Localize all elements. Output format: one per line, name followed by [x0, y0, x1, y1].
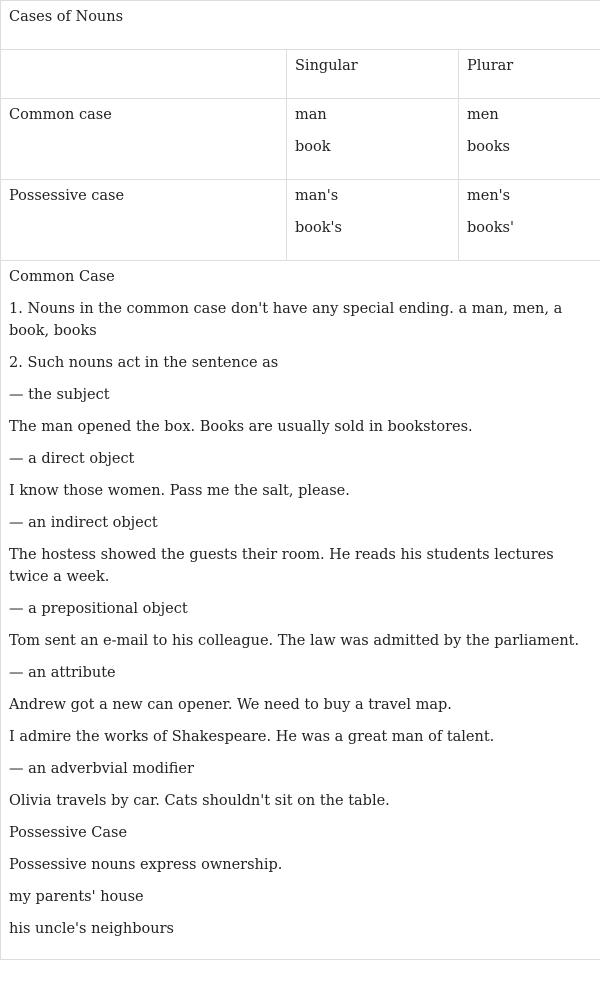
example-sentence: Tom sent an e-mail to his colleague. The law was admitted by the parliament. — [9, 633, 580, 649]
function-label: — an attribute — [9, 665, 116, 681]
header-cell-empty — [1, 50, 287, 99]
notes-row — [1, 261, 600, 960]
note-paragraph: Possessive nouns express ownership. — [9, 857, 283, 873]
example-phrase: my parents' house — [9, 889, 144, 905]
singular-cell — [287, 180, 459, 261]
singular-cell — [287, 99, 459, 180]
row-label: Possessive case — [9, 188, 125, 204]
example-sentence: I admire the works of Shakespeare. He was a great man of talent. — [9, 729, 495, 745]
note-paragraph: 2. Such nouns act in the sentence as — [9, 355, 279, 371]
header-label-singular: Singular — [295, 58, 358, 74]
table-row-possessive-case — [1, 180, 600, 261]
function-label: — an adverbvial modifier — [9, 761, 194, 777]
bottom-spacer — [9, 945, 592, 959]
singular-form: book — [295, 139, 331, 155]
row-label-cell — [1, 180, 287, 261]
section-heading-common: Common Case — [9, 269, 115, 285]
singular-form: man — [295, 107, 327, 123]
note-paragraph: 1. Nouns in the common case don't have any special ending. a man, men, a book, books — [9, 301, 563, 339]
section-heading-possessive: Possessive Case — [9, 825, 128, 841]
header-cell-plural — [459, 50, 600, 99]
function-label: — the subject — [9, 387, 110, 403]
table-title: Cases of Nouns — [9, 9, 124, 25]
row-label-cell — [1, 99, 287, 180]
table-header-row — [1, 50, 600, 99]
example-sentence: The man opened the box. Books are usually sold in bookstores. — [9, 419, 473, 435]
header-label-plural: Plurar — [467, 58, 514, 74]
example-sentence: Andrew got a new can opener. We need to buy a travel map. — [9, 697, 452, 713]
plural-form: books' — [467, 220, 514, 236]
table-title-row — [1, 1, 600, 50]
plural-cell — [459, 180, 600, 261]
singular-form: man's — [295, 188, 339, 204]
plural-cell — [459, 99, 600, 180]
function-label: — a prepositional object — [9, 601, 188, 617]
example-sentence: The hostess showed the guests their room. He reads his students lectures twice a week. — [9, 547, 554, 585]
row-label: Common case — [9, 107, 112, 123]
notes-cell — [1, 261, 600, 960]
example-phrase: his uncle's neighbours — [9, 921, 174, 937]
singular-form: book's — [295, 220, 342, 236]
example-sentence: I know those women. Pass me the salt, please. — [9, 483, 350, 499]
function-label: — a direct object — [9, 451, 135, 467]
plural-form: men's — [467, 188, 511, 204]
plural-form: books — [467, 139, 510, 155]
function-label: — an indirect object — [9, 515, 158, 531]
table-row-common-case — [1, 99, 600, 180]
plural-form: men — [467, 107, 499, 123]
header-cell-singular — [287, 50, 459, 99]
example-sentence: Olivia travels by car. Cats shouldn't sit on the table. — [9, 793, 390, 809]
table-title-cell — [1, 1, 600, 50]
